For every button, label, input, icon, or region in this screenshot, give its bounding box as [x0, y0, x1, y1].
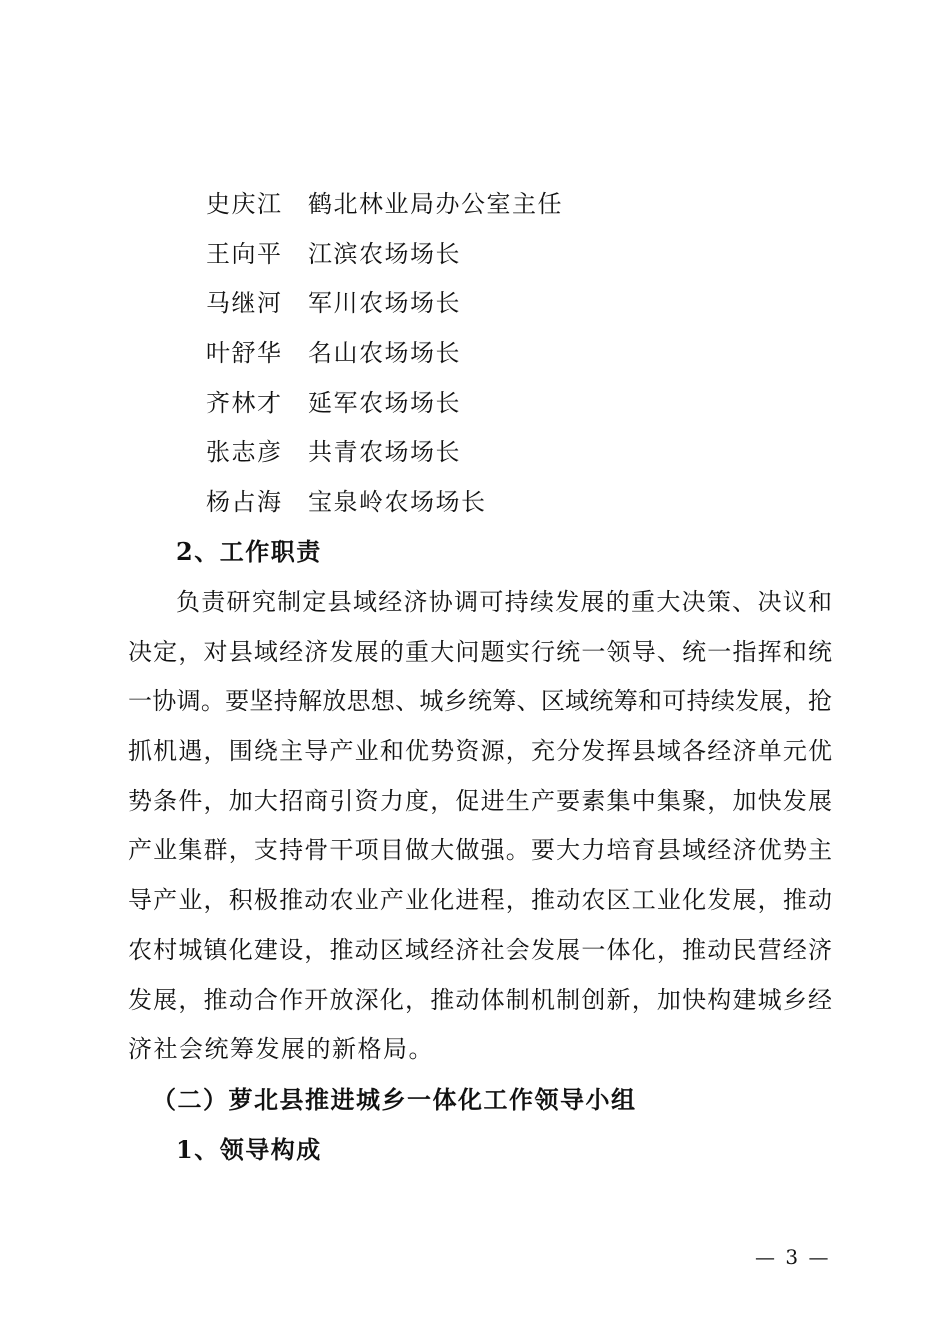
paragraph-line: 导产业，积极推动农业产业化进程，推动农区工业化发展，推动 — [128, 886, 832, 915]
page-number: — 3 — — [755, 1245, 831, 1269]
paragraph-line: 决定，对县域经济发展的重大问题实行统一领导、统一指挥和统 — [128, 637, 832, 666]
paragraph-line: 势条件，加大招商引资力度，促进生产要素集中集聚，加快发展 — [128, 786, 832, 815]
member-title: 江滨农场场长 — [308, 239, 461, 268]
member-row — [206, 232, 563, 282]
member-list — [206, 182, 563, 530]
member-name: 张志彦 — [206, 438, 283, 467]
duty-paragraph — [128, 580, 832, 1077]
member-row — [206, 331, 563, 381]
member-name: 史庆江 — [206, 190, 283, 218]
member-row — [206, 430, 563, 480]
member-title: 军川农场场长 — [308, 289, 461, 318]
member-title: 鹤北林业局办公室主任 — [308, 190, 563, 218]
member-title: 延军农场场长 — [308, 388, 461, 417]
member-name: 杨占海 — [206, 488, 283, 517]
member-row — [206, 182, 563, 232]
member-name: 齐林才 — [206, 388, 283, 417]
paragraph-line: 产业集群，支持骨干项目做大做强。要大力培育县域经济优势主 — [128, 836, 832, 865]
paragraph-line: 济社会统筹发展的新格局。 — [128, 1035, 434, 1064]
member-title: 宝泉岭农场场长 — [308, 488, 487, 517]
member-name: 王向平 — [206, 239, 283, 268]
duty-heading: 2、工作职责 — [176, 537, 322, 566]
member-title: 名山农场场长 — [308, 339, 461, 368]
member-row — [206, 281, 563, 331]
paragraph-line: 农村城镇化建设，推动区域经济社会发展一体化，推动民营经济 — [128, 935, 832, 964]
member-row — [206, 381, 563, 431]
member-row — [206, 480, 563, 530]
group-heading: （二）萝北县推进城乡一体化工作领导小组 — [152, 1085, 637, 1114]
member-name: 马继河 — [206, 289, 283, 318]
paragraph-line: 负责研究制定县域经济协调可持续发展的重大决策、决议和 — [176, 588, 832, 616]
paragraph-line: 抓机遇，围绕主导产业和优势资源，充分发挥县域各经济单元优 — [128, 737, 832, 766]
paragraph-line: 一协调。要坚持解放思想、城乡统筹、区域统筹和可持续发展，抢 — [128, 687, 832, 716]
paragraph-line: 发展，推动合作开放深化，推动体制机制创新，加快构建城乡经 — [128, 985, 832, 1014]
lead-heading: 1、领导构成 — [176, 1135, 322, 1164]
member-title: 共青农场场长 — [308, 438, 461, 467]
member-name: 叶舒华 — [206, 339, 283, 368]
